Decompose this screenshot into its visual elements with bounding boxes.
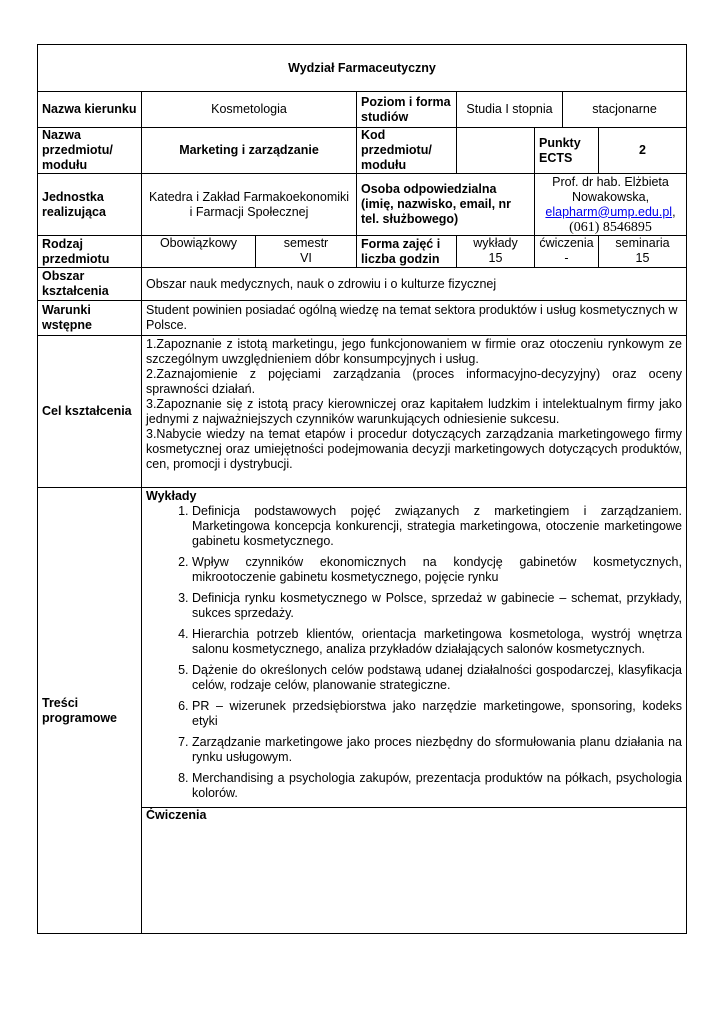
- lectures-hours-value: 15: [488, 251, 503, 265]
- field-value: Kosmetologia: [142, 92, 357, 128]
- goal-item: 1.Zapoznanie z istotą marketingu, jego funkcjonowaniem w firmie oraz otoczeniu rynkowym ze szczególnym uwzględnieniem dóbr konsumpcyjnych i usług.: [146, 337, 682, 366]
- lecture-item: 7. Zarządzanie marketingowe jako proces niezbędny do sformułowania planu działania na rynku usługowym.: [192, 735, 682, 765]
- subject-type-label: Rodzaj przedmiotu: [38, 236, 142, 268]
- lecture-item: 1. Definicja podstawowych pojęć związanych z marketingiem i zarządzaniem. Marketingowa koncepcja konkurencji, strategia marketingowa, otoczenie marketingowe gabinetu kosmetycznego.: [192, 504, 682, 549]
- goal-item: 3.Nabycie wiedzy na temat etapów i procedur dotyczących zarządzania marketingowego firmy kosmetycznej oraz umiejętności podejmowania decyzji marketingowych dotyczących produktów, cen, promocji i dystrybucji.: [146, 427, 682, 471]
- class-forms-label: Forma zajęć i liczba godzin: [357, 236, 457, 268]
- seminars-hours-value: 15: [635, 251, 650, 265]
- level-value: Studia I stopnia: [457, 92, 563, 128]
- education-area-value: Obszar nauk medycznych, nauk o zdrowiu i o kulturze fizycznej: [142, 268, 687, 301]
- unit-label: Jednostka realizująca: [38, 174, 142, 236]
- prerequisites-value: Student powinien posiadać ogólną wiedzę na temat sektora produktów i usług kosmetycznych w Polsce.: [142, 301, 687, 336]
- lectures-heading: Wykłady: [146, 489, 197, 503]
- field-label: Nazwa kierunku: [38, 92, 142, 128]
- ects-value: 2: [599, 128, 687, 174]
- learning-goal-value: [142, 336, 687, 488]
- exercises-hours-label: ćwiczenia: [539, 236, 594, 250]
- ects-label: Punkty ECTS: [535, 128, 599, 174]
- code-label: Kod przedmiotu/ modułu: [357, 128, 457, 174]
- exercises-heading: Ćwiczenia: [146, 808, 207, 822]
- code-value: [457, 128, 535, 174]
- lectures-hours-label: wykłady: [473, 236, 518, 250]
- goal-item: 3.Zapoznanie się z istotą pracy kierowniczej oraz kapitałem ludzkim i intelektualnym firmy jako jednymi z najważniejszych czynników warunkujących odniesienie sukcesu.: [146, 397, 682, 426]
- faculty-title: Wydział Farmaceutyczny: [38, 45, 687, 92]
- level-label: Poziom i forma studiów: [357, 92, 457, 128]
- lecture-item: 4. Hierarchia potrzeb klientów, orientacja marketingowa kosmetologa, wystrój wnętrza salonu kosmetycznego, analiza przykładów działających salonów kosmetycznych.: [192, 627, 682, 657]
- lecture-item: 5. Dążenie do określonych celów podstawą udanej działalności gospodarczej, klasyfikacja celów, rodzaje celów, planowanie strategiczne.: [192, 663, 682, 693]
- person-name: Prof. dr hab. Elżbieta Nowakowska,: [552, 174, 669, 204]
- subject-label: Nazwa przedmiotu/ modułu: [38, 128, 142, 174]
- program-content-label: Treści programowe: [38, 488, 142, 934]
- exercises-hours-cell: [535, 236, 599, 268]
- lecture-item: 3. Definicja rynku kosmetycznego w Polsce, sprzedaż w gabinecie – schemat, przykłady, sukces sprzedaży.: [192, 591, 682, 621]
- unit-value: Katedra i Zakład Farmakoekonomiki i Farmacji Społecznej: [142, 174, 357, 236]
- exercises-section: [142, 807, 686, 886]
- semester-value: VI: [300, 251, 312, 265]
- learning-goal-label: Cel kształcenia: [38, 336, 142, 488]
- lecture-item: 6. PR – wizerunek przedsiębiorstwa jako narzędzie marketingowe, sponsoring, kodeks etyki: [192, 699, 682, 729]
- responsible-person-value: [535, 174, 687, 236]
- program-content-value: [142, 488, 687, 934]
- study-mode-value: stacjonarne: [563, 92, 687, 128]
- course-syllabus-table: [37, 44, 687, 934]
- prerequisites-label: Warunki wstępne: [38, 301, 142, 336]
- subject-value: Marketing i zarządzanie: [142, 128, 357, 174]
- lectures-list: [146, 504, 682, 801]
- person-email-link[interactable]: elapharm@ump.edu.pl: [545, 204, 673, 219]
- goal-item: 2.Zaznajomienie z pojęciami zarządzania (proces informacyjno-decyzyjny) oraz oceny sprawności działań.: [146, 367, 682, 396]
- lecture-item: 8. Merchandising a psychologia zakupów, prezentacja produktów na półkach, psychologia kolorów.: [192, 771, 682, 801]
- person-phone: (061) 8546895: [569, 219, 652, 235]
- seminars-hours-label: seminaria: [615, 236, 670, 250]
- subject-type-value: Obowiązkowy: [142, 236, 256, 268]
- seminars-hours-cell: [599, 236, 687, 268]
- semester-cell: [256, 236, 357, 268]
- person-email-suffix: ,: [672, 204, 676, 219]
- semester-label: semestr: [283, 236, 329, 250]
- education-area-label: Obszar kształcenia: [38, 268, 142, 301]
- exercises-hours-value: -: [564, 251, 569, 265]
- responsible-person-label: Osoba odpowiedzialna (imię, nazwisko, email, nr tel. służbowego): [357, 174, 535, 236]
- lectures-hours-cell: [457, 236, 535, 268]
- lecture-item: 2. Wpływ czynników ekonomicznych na kondycję gabinetów kosmetycznych, mikrootoczenie gabinetu kosmetycznego, pojęcie rynku: [192, 555, 682, 585]
